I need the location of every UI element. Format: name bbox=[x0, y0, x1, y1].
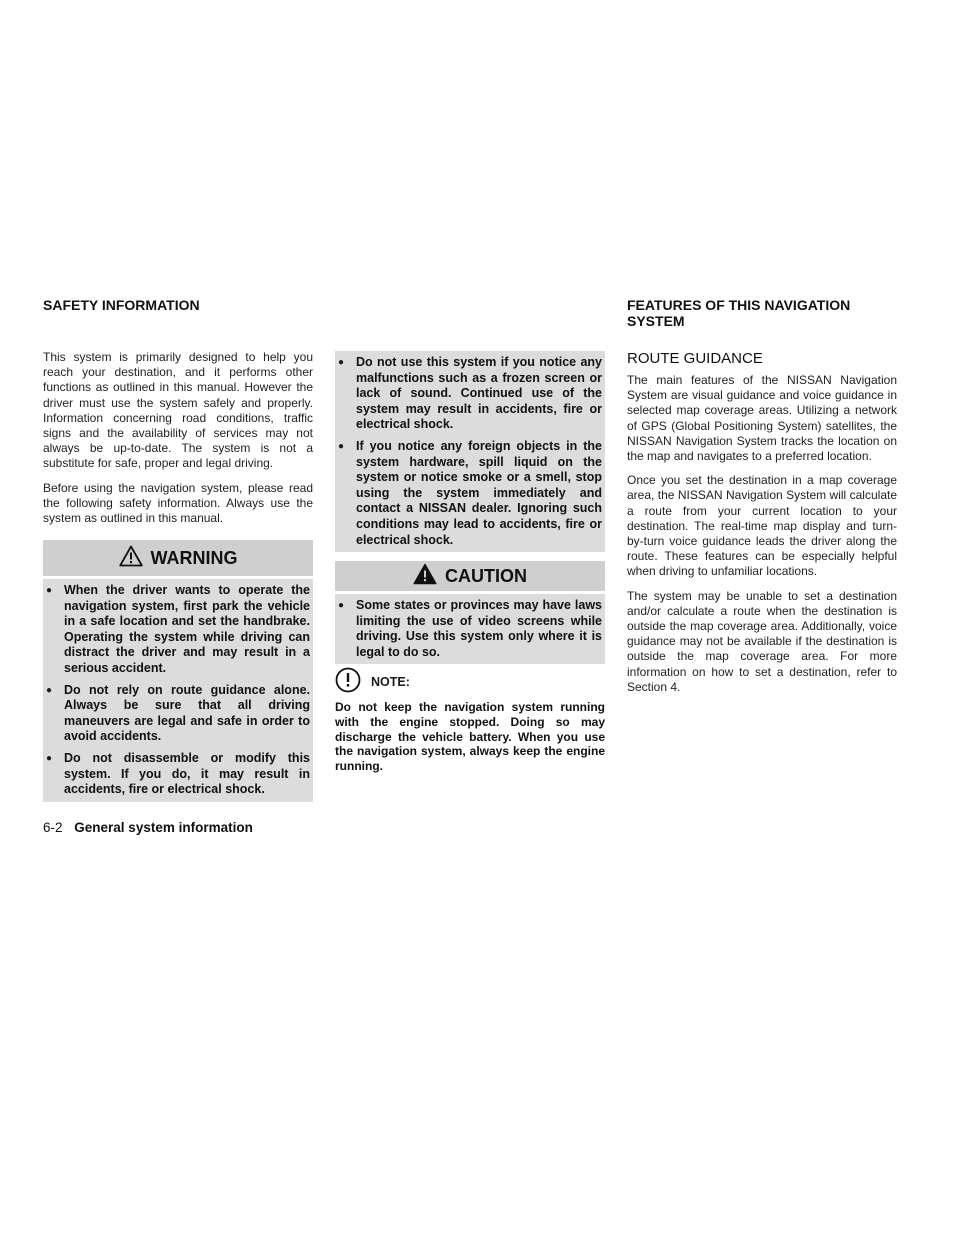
warning-title: WARNING bbox=[150, 547, 238, 568]
caution-body bbox=[335, 594, 605, 664]
warning-item bbox=[338, 439, 602, 548]
features-paragraph-1: The main features of the NISSAN Navigation System are visual guidance and voice guidance in selected map coverage areas. Utilizing a network of GPS (Global Positioning System) satellites, the NISSAN Navigation System tracks the location on the map and navigates to a preferred location. bbox=[627, 373, 897, 464]
caution-box bbox=[335, 561, 605, 664]
safety-paragraph-2: Before using the navigation system, please read the following safety information. Always use the system as outlined in this manual. bbox=[43, 480, 313, 526]
note-text: Do not keep the navigation system running with the engine stopped. Doing so may discharge the vehicle battery. When you use the navigation system, always keep the engine running. bbox=[335, 700, 605, 774]
note-exclamation-icon bbox=[335, 667, 361, 696]
warning-body bbox=[43, 579, 313, 802]
features-heading: FEATURES OF THIS NAVIGATION SYSTEM bbox=[627, 297, 851, 329]
route-guidance-subheading: ROUTE GUIDANCE bbox=[627, 350, 763, 367]
caution-item-text: Some states or provinces may have laws limiting the use of video screens while driving. Use this system only where it is legal to do so. bbox=[356, 598, 602, 659]
warning-continued-body bbox=[335, 351, 605, 552]
note-block bbox=[335, 667, 605, 774]
bullet-dot: ● bbox=[46, 684, 53, 696]
bullet-dot: ● bbox=[338, 440, 345, 452]
caution-header bbox=[335, 561, 605, 591]
caution-triangle-icon bbox=[413, 563, 437, 590]
warning-item-text: If you notice any foreign objects in the system hardware, spill liquid on the system or notice smoke or a smell, stop using the system immediately and contact a NISSAN dealer. Ignoring such conditions may lead to accidents, fire or electrical shock. bbox=[356, 438, 602, 547]
warning-item bbox=[46, 751, 310, 798]
note-header bbox=[335, 667, 605, 696]
warning-box bbox=[43, 540, 313, 802]
route-guidance-section bbox=[627, 350, 897, 704]
caution-item bbox=[338, 598, 602, 660]
warning-item bbox=[46, 683, 310, 745]
features-paragraph-3: The system may be unable to set a destination and/or calculate a route when the destination is outside the map coverage area. Additionally, voice guidance may not be available if the destination is outside the map coverage area. For more information on how to set a destination, refer to Section 4. bbox=[627, 588, 897, 694]
bullet-dot: ● bbox=[338, 600, 345, 611]
safety-paragraph-1: This system is primarily designed to help you reach your destination, and it performs other functions as outlined in this manual. However the driver must use the system safely and properly. Information concerning road conditions, traffic signs and the availability of services may not always be up-to-date. The system is not a substitute for safe, proper and legal driving. bbox=[43, 350, 313, 471]
safety-information-heading: SAFETY INFORMATION bbox=[43, 297, 200, 313]
warning-item bbox=[46, 583, 310, 677]
page-number: 6-2 bbox=[43, 820, 63, 835]
page-footer bbox=[43, 820, 253, 835]
warning-triangle-icon bbox=[119, 545, 143, 572]
warning-item-text: Do not rely on route guidance alone. Always be sure that all driving maneuvers are legal and safe in order to avoid accidents. bbox=[64, 682, 310, 744]
bullet-dot: ● bbox=[46, 585, 53, 596]
safety-intro bbox=[43, 350, 313, 535]
bullet-dot: ● bbox=[338, 357, 345, 368]
warning-item bbox=[338, 355, 602, 433]
warning-item-text: When the driver wants to operate the navigation system, first park the vehicle in a safe location and set the handbrake. Operating the system while driving can distract the driver and may result in a serious accident. bbox=[64, 583, 310, 675]
bullet-dot: ● bbox=[46, 752, 53, 764]
note-label: NOTE: bbox=[371, 674, 410, 689]
warning-item-text: Do not disassemble or modify this system. If you do, it may result in accidents, fire or electrical shock. bbox=[64, 750, 310, 797]
features-paragraph-2: Once you set the destination in a map coverage area, the NISSAN Navigation System will calculate a route from your current location to your destination. The real-time map display and turn-by-turn voice guidance leads the driver along the route. These features can be especially helpful when driving to unfamiliar locations. bbox=[627, 473, 897, 579]
chapter-title: General system information bbox=[74, 820, 253, 835]
warning-item-text: Do not use this system if you notice any malfunctions such as a frozen screen or lack of sound. Continued use of the system may result in accidents, fire or electrical shock. bbox=[356, 355, 602, 432]
warning-header bbox=[43, 540, 313, 576]
caution-title: CAUTION bbox=[445, 565, 527, 586]
